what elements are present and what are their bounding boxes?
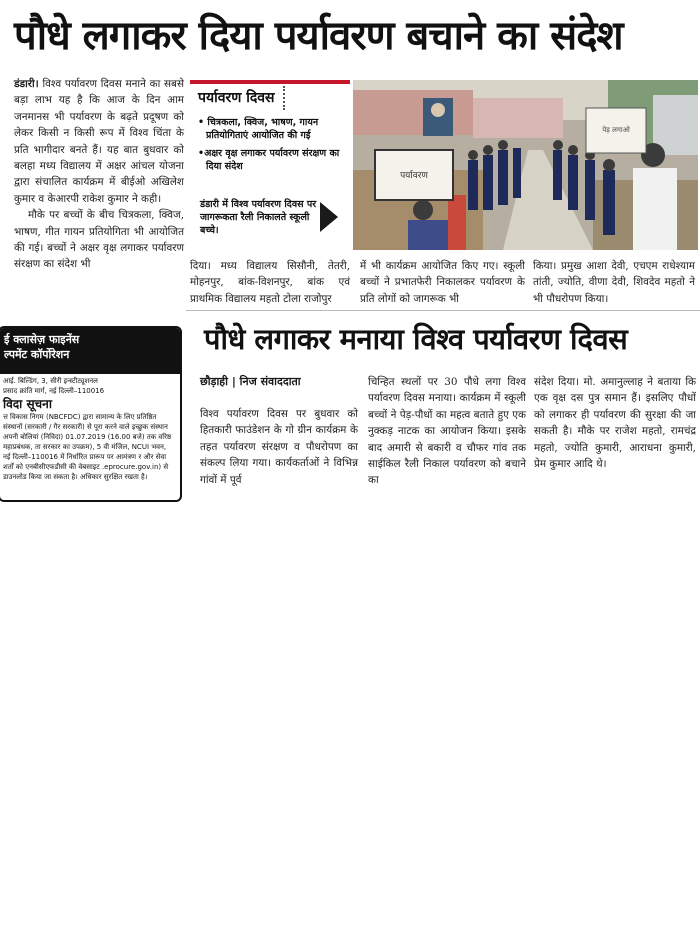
photo-sign-text: पेड़ लगाओ bbox=[602, 126, 630, 134]
box-item: •अक्षर वृक्ष लगाकर पर्यावरण संरक्षण का दिया संदेश bbox=[198, 148, 340, 172]
ad-line: ई क्लासेज़ फाइनेंस bbox=[4, 333, 80, 346]
story2-dateline: छौड़ाही | निज संवाददाता bbox=[200, 375, 301, 388]
main-headline: पौधे लगाकर दिया पर्यावरण बचाने का संदेश bbox=[14, 13, 623, 59]
ad-address: प्रसाद क्रांति मार्ग, नई दिल्ली–110016 bbox=[3, 387, 105, 395]
box-title: पर्यावरण दिवस bbox=[190, 86, 285, 110]
rally-photo bbox=[353, 80, 698, 250]
section-divider bbox=[186, 310, 700, 311]
photo-sign-text: पर्यावरण bbox=[400, 171, 428, 181]
ad-title: विदा सूचना bbox=[3, 397, 52, 411]
story2-headline: पौधे लगाकर मनाया विश्व पर्यावरण दिवस bbox=[204, 322, 628, 356]
box-accent-bar bbox=[190, 80, 350, 84]
story1-column-1 bbox=[14, 76, 184, 273]
story2-column-2: चिन्हित स्थलों पर 30 पौधे लगा विश्व पर्यावरण दिवस मनाया। कार्यक्रम में स्कूली बच्चों ने पेड़-पौधों का महत्व बताते हुए एक नुक्कड़ नाटक का आयोजन किया। इसके बाद अमारी से बकारी व चौफर गांव तक साईकिल रैली निकाल पर्यावरण को बचाने का bbox=[368, 376, 526, 487]
ad-header bbox=[0, 328, 180, 374]
photo-caption: डंडारी में विश्व पर्यावरण दिवस पर जागरूकता रैली निकालते स्कूली बच्चे। bbox=[200, 199, 317, 236]
story1-column-2: दिया। मध्य विद्यालय सिसौनी, तेतरी, मोहनपुर, बांक-विशनपुर, बांक एवं प्राथमिक विद्यालय महतो टोला राजोपुर bbox=[190, 260, 350, 305]
ad-line: ल्पमेंट कॉर्पोरेशन bbox=[4, 348, 70, 361]
story1-col1-text2: मौके पर बच्चों के बीच चित्रकला, क्विज, भाषण, गीत गायन प्रतियोगिता भी आयोजित की गई। बच्चों ने अक्षर वृक्ष लगाकर पर्यावरण संरक्षण का संदेश भी bbox=[14, 209, 184, 271]
ad-text: त्त विकास निगम (NBCFDC) द्वारा सामान्य के लिए प्रतिष्ठित संस्थानों (सरकारी / गैर सरकारी) से पूरा करने वाले इच्छुक संस्थान अपनी बोलियां (निविदा) 01.07.2019 (16.00 बजे) तक वरिष्ठ महाप्रबंधक, ता सरकार का उपक्रम), 5 वी मंजिल, NCUI भवन, नई दिल्ली–110016 में निर्धारित प्रारूप पर आमंत्रण र और सेवा शर्तों को एनबीसीएफडीसी की वेबसाइट .eprocure.gov.in) से डाउनलोड किया जा सकता है। अधिकार सुरक्षित रखता है। bbox=[3, 413, 172, 481]
story1-column-4: किया। प्रमुख आशा देवी, एचएम राधेश्याम तांती, ज्योति, वीणा देवी, शिवदेव महतो ने भी पौधरोपण किया। bbox=[533, 260, 695, 305]
story1-col1-text: विश्व पर्यावरण दिवस मनाने का सबसे बड़ा लाभ यह है कि आज के दिन आम जनमानस भी पर्यावरण के बढ़ते प्रदूषण को लेकर किसी न किसी रूप में विश्व चिंता के प्रति भागीदार बनते हैं। यह बात बुधवार को बलहा मध्य विद्यालय में अक्षर आंचल योजना द्वारा संचालित कार्यक्रम में बीईओ अखिलेश कुमार व केआरपी राकेश कुमार ने कही। bbox=[14, 78, 184, 205]
story1-column-3: में भी कार्यक्रम आयोजित किए गए। स्कूली बच्चों ने प्रभातफेरी निकालकर पर्यावरण के प्रति लोगों को जागरूक भी bbox=[360, 260, 525, 305]
story2-column-1: विश्व पर्यावरण दिवस पर बुधवार को हितकारी फाउंडेशन के गो ग्रीन कार्यक्रम के तहत पर्यावरण संरक्षण व पौधरोपण का संकल्प लिया गया। कार्यकर्ताओं ने विभिन्न गांवों में पूर्व bbox=[200, 408, 358, 486]
info-box bbox=[190, 80, 350, 250]
box-list bbox=[198, 116, 348, 178]
caption-arrow-icon bbox=[320, 202, 338, 232]
story2-column-3: संदेश दिया। मो. अमानुल्लाह ने बताया कि एक वृक्ष दस पुत्र समान हैं। इसलिए पौधों को लगाकर ही पर्यावरण की सुरक्षा की जा सकती है। मौके पर राजेश महतो, रामचंद्र महतो, ज्योति कुमारी, आराधना कुमारी, प्रेम कुमार आदि थे। bbox=[534, 376, 696, 471]
box-item: • चित्रकला, क्विज, भाषण, गायन प्रतियोगिताएं आयोजित की गई bbox=[198, 117, 319, 141]
ad-address: आई. बिल्डिंग, 3, सीरी इन्स्टीट्यूशनल bbox=[3, 377, 98, 385]
story1-dateline: डंडारी। bbox=[14, 78, 39, 90]
ad-body bbox=[3, 376, 175, 482]
tender-advertisement bbox=[0, 326, 182, 502]
